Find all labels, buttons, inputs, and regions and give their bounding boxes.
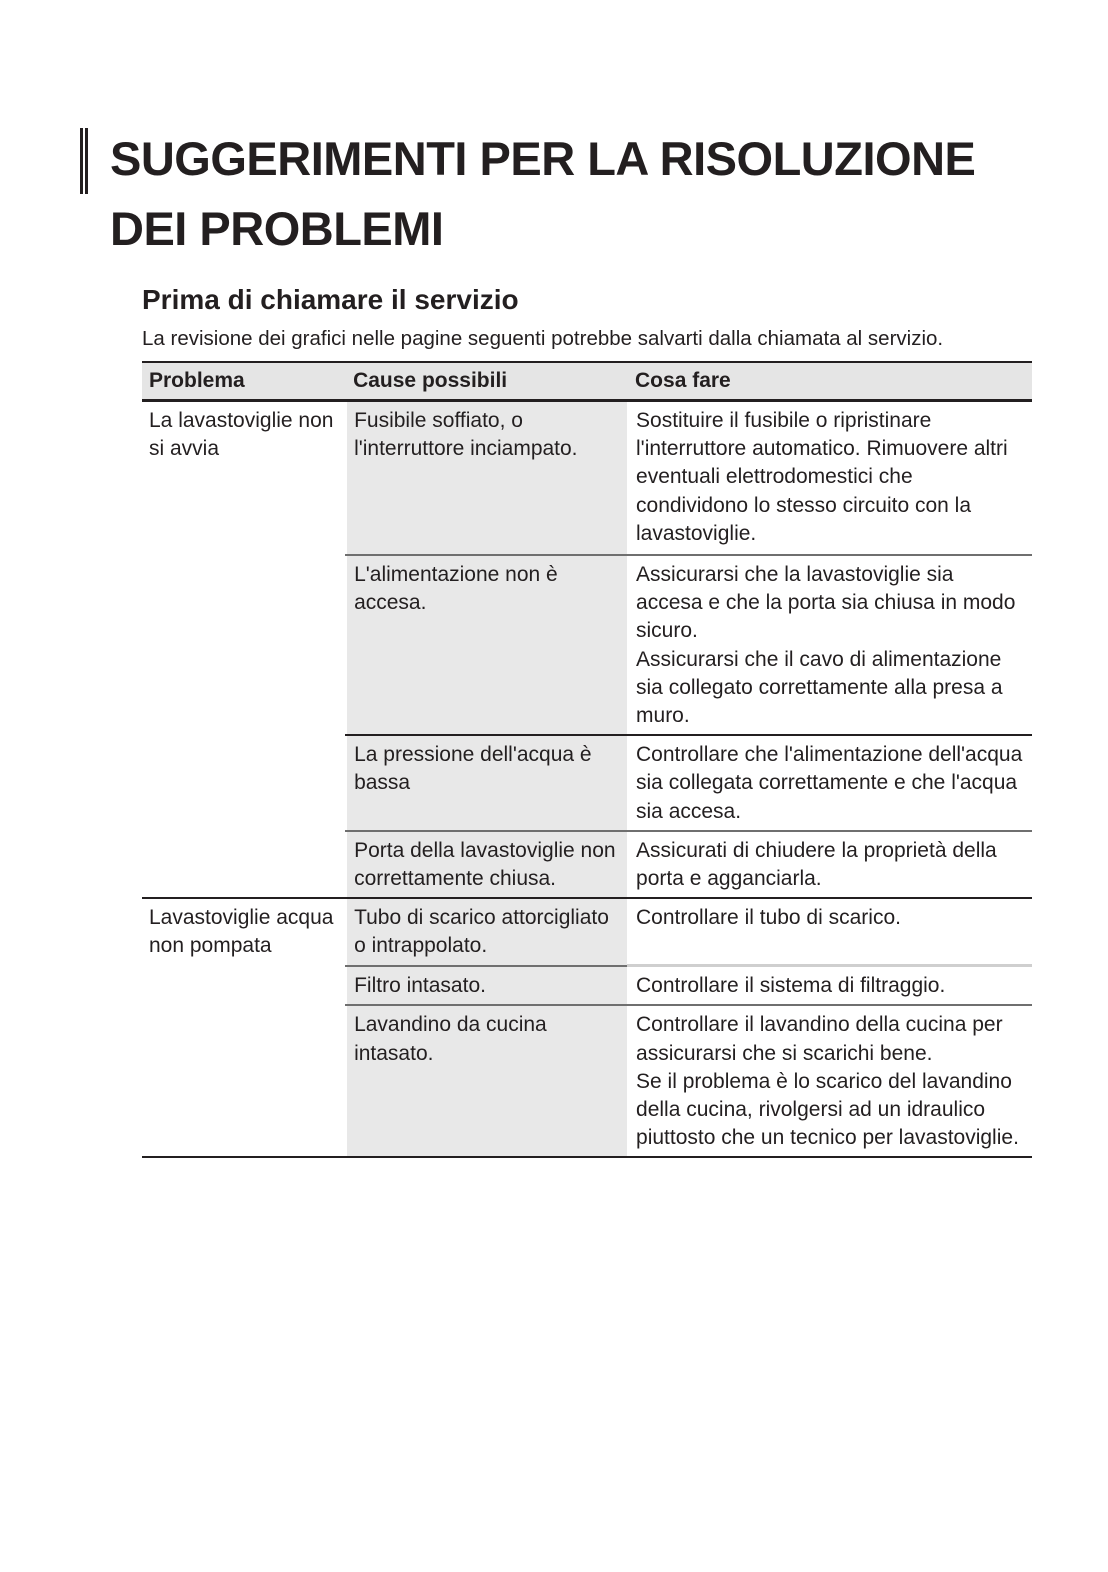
table-body <box>142 401 1032 1158</box>
table-header-row <box>142 362 1032 401</box>
cause-cell: Porta della lavastoviglie non correttamente chiusa. <box>346 831 628 898</box>
troubleshooting-table <box>142 361 1032 1158</box>
header-cause: Cause possibili <box>346 362 628 401</box>
cause-cell: La pressione dell'acqua è bassa <box>346 735 628 831</box>
cause-cell: Lavandino da cucina intasato. <box>346 1005 628 1157</box>
action-text: Controllare il lavandino della cucina per assicurarsi che si scarichi bene. <box>636 1013 1003 1065</box>
action-cell <box>628 1005 1032 1157</box>
page-title-line-2: DEI PROBLEMI <box>110 202 444 255</box>
page-title-line-1: SUGGERIMENTI PER LA RISOLUZIONE <box>110 132 976 185</box>
page-header <box>80 128 1040 268</box>
action-text: Sostituire il fusibile o ripristinare l'interruttore automatico. Rimuovere altri eventuali elettrodomestici che condividono lo stesso circuito con la lavastoviglie. <box>636 409 1008 545</box>
main-content <box>142 281 1032 1158</box>
cause-cell: Fusibile soffiato, o l'interruttore inciampato. <box>346 401 628 556</box>
table-row <box>142 898 1032 965</box>
problem-cell: Lavastoviglie acqua non pompata <box>142 898 346 1157</box>
action-cell <box>628 831 1032 898</box>
table-row <box>142 401 1032 556</box>
action-cell <box>628 401 1032 556</box>
action-text: Controllare che l'alimentazione dell'acqua sia collegata correttamente e che l'acqua sia accesa. <box>636 743 1023 823</box>
header-problem: Problema <box>142 362 346 401</box>
cause-cell: Tubo di scarico attorcigliato o intrappolato. <box>346 898 628 965</box>
action-cell <box>628 898 1032 965</box>
action-text: Se il problema è lo scarico del lavandino della cucina, rivolgersi ad un idraulico piuttosto che un tecnico per lavastoviglie. <box>636 1069 1019 1150</box>
header-action: Cosa fare <box>628 362 1032 401</box>
cause-cell: Filtro intasato. <box>346 966 628 1006</box>
action-text: Assicurati di chiudere la proprietà della porta e agganciarla. <box>636 838 997 891</box>
action-cell <box>628 555 1032 735</box>
action-text: Assicurarsi che il cavo di alimentazione sia collegato correttamente alla presa a muro. <box>636 647 1003 728</box>
page-title <box>80 124 1040 264</box>
action-text: Assicurarsi che la lavastoviglie sia accesa e che la porta sia chiusa in modo sicuro. <box>636 563 1016 643</box>
section-subtitle: Prima di chiamare il servizio <box>142 284 519 315</box>
action-cell <box>628 966 1032 1006</box>
problem-cell: La lavastoviglie non si avvia <box>142 401 346 899</box>
intro-text: La revisione dei grafici nelle pagine seguenti potrebbe salvarti dalla chiamata al servizio. <box>142 327 944 350</box>
action-text: Controllare il tubo di scarico. <box>636 906 901 930</box>
cause-cell: L'alimentazione non è accesa. <box>346 555 628 735</box>
table-header <box>142 362 1032 401</box>
action-text: Controllare il sistema di filtraggio. <box>636 974 946 998</box>
action-cell <box>628 735 1032 831</box>
